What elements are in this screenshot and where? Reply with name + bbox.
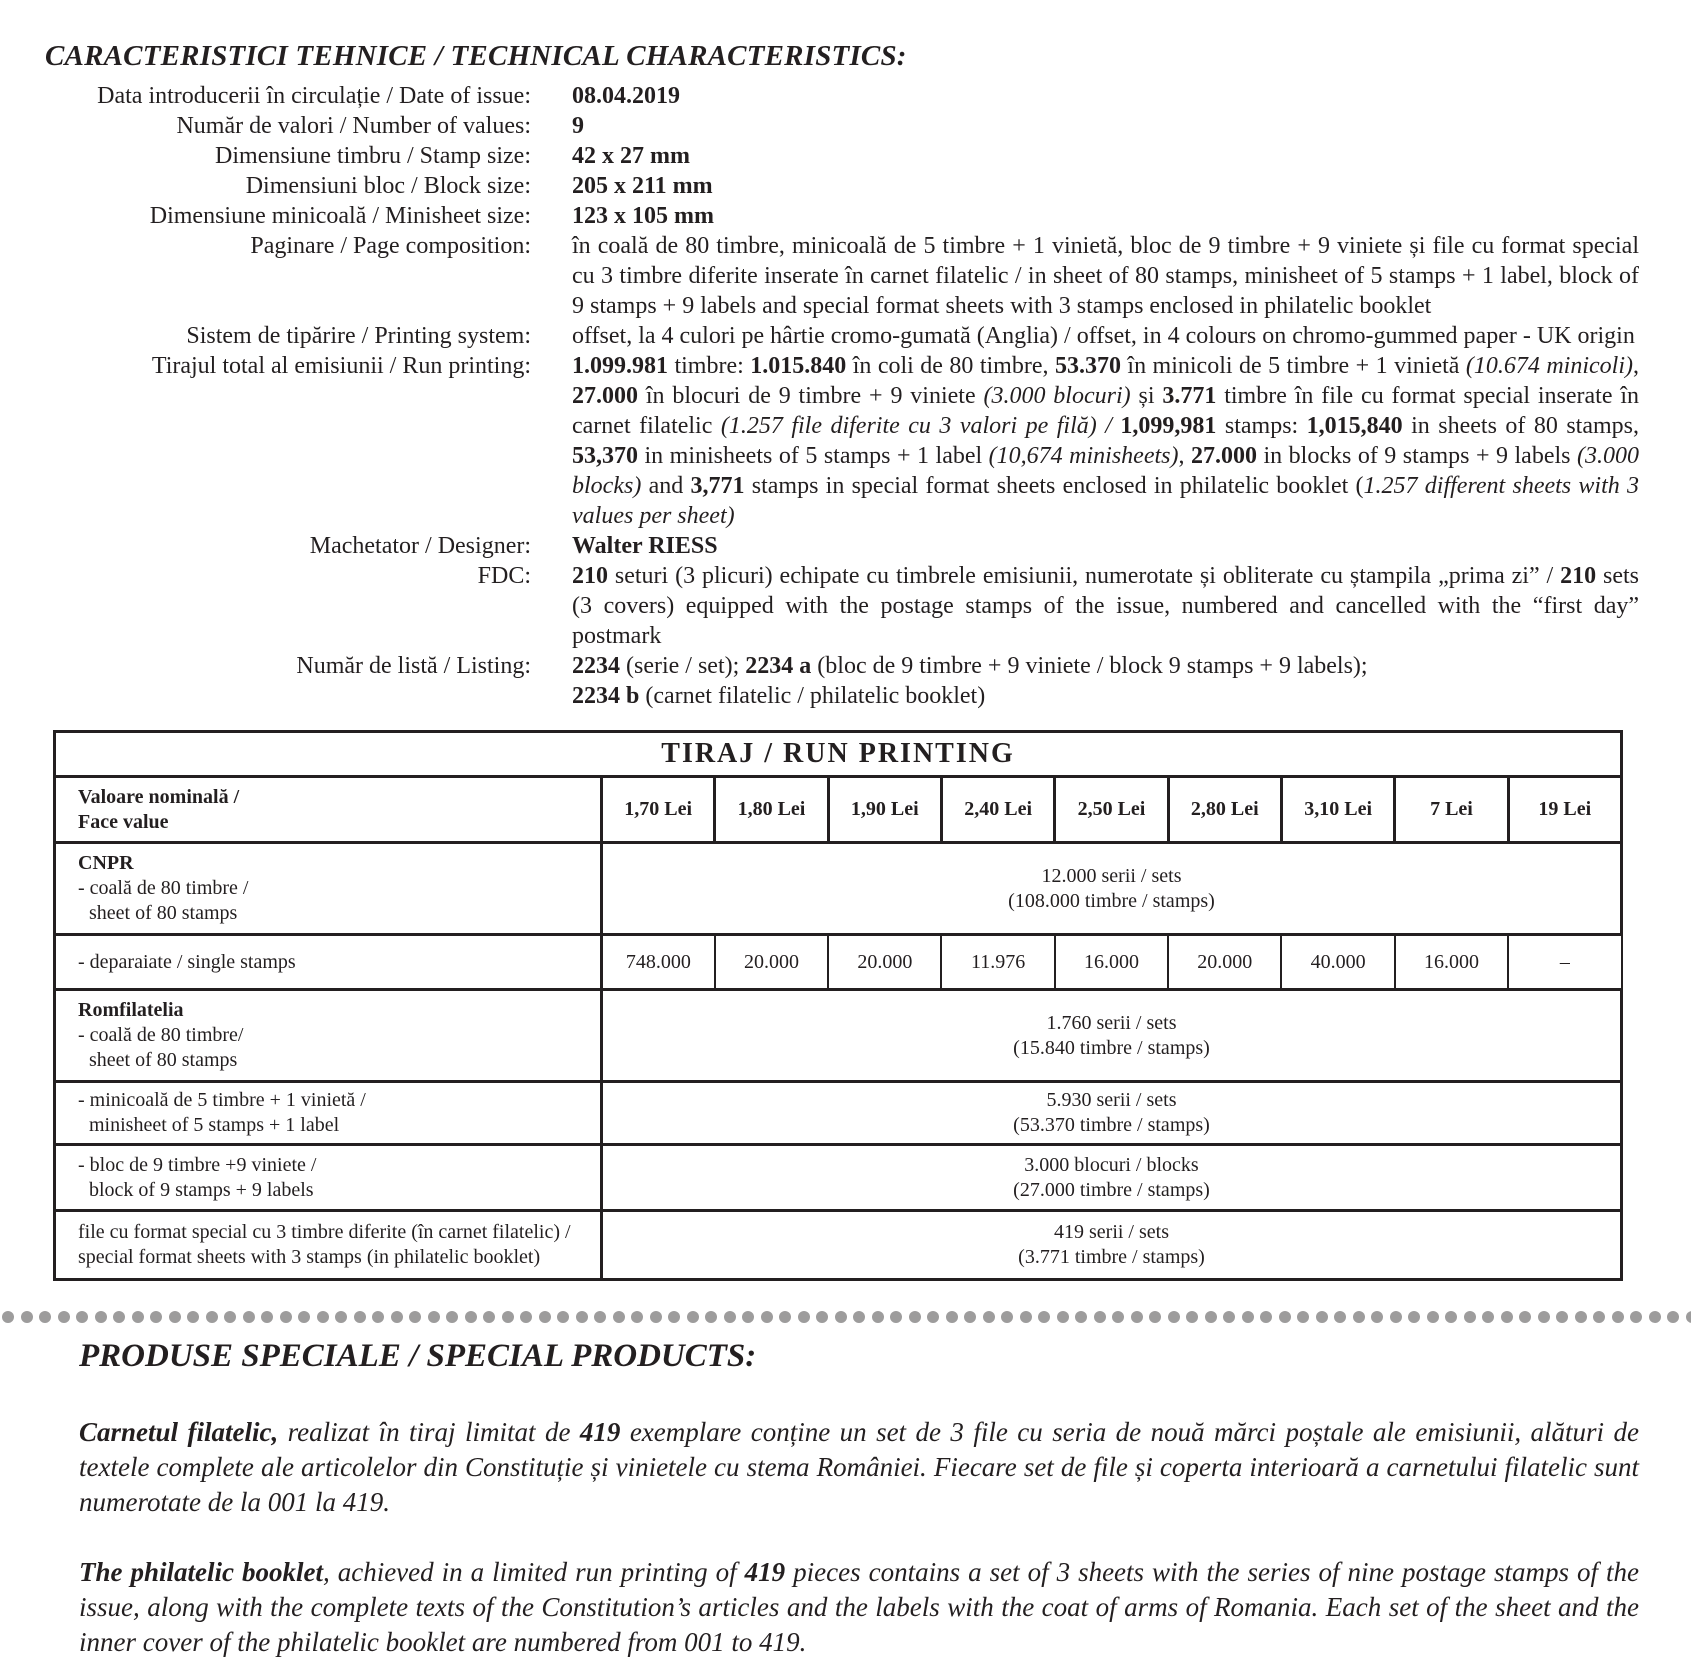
block-sets: 3.000 blocuri / blocks (1024, 1153, 1199, 1176)
minisheet-label (55, 1082, 602, 1145)
romfilatelia-title: Romfilatelia (78, 999, 184, 1021)
divider-dot (1186, 1311, 1198, 1323)
cnpr-stamps: (108.000 timbre / stamps) (1008, 889, 1215, 912)
divider-dot (557, 1311, 569, 1323)
divider-dot (983, 1311, 995, 1323)
divider-dot (742, 1311, 754, 1323)
cnpr-line2: sheet of 80 stamps (89, 902, 238, 924)
run-text: în coli de 80 timbre, (846, 353, 1055, 379)
run-figure: 3.771 (1162, 383, 1217, 409)
single-value: 20.000 (828, 935, 941, 990)
minisheet-value (602, 1082, 1622, 1145)
divider-dot (317, 1311, 329, 1323)
face-value: 1,70 Lei (602, 777, 715, 843)
spec-label: Număr de valori / Number of values: (176, 113, 531, 139)
block-row (55, 1145, 1622, 1211)
divider-dot (113, 1311, 125, 1323)
spec-values (0, 111, 1691, 141)
minisheet-sets: 5.930 serii / sets (1046, 1089, 1177, 1111)
run-text: in minisheets of 5 stamps + 1 label (638, 443, 989, 469)
divider-dot (1667, 1311, 1679, 1323)
divider-dot (779, 1311, 791, 1323)
special-sheets-value (602, 1211, 1622, 1280)
single-value: 20.000 (715, 935, 828, 990)
divider-dot (150, 1311, 162, 1323)
divider-dot (1316, 1311, 1328, 1323)
spec-value: Walter RIESS (572, 533, 718, 559)
run-printing-table (53, 730, 1623, 1281)
cnpr-value (602, 843, 1622, 935)
divider-dot (1538, 1311, 1550, 1323)
single-value: 16.000 (1395, 935, 1508, 990)
divider-dot (1001, 1311, 1013, 1323)
spec-label: Sistem de tipărire / Printing system: (186, 323, 531, 349)
spec-value: 205 x 211 mm (572, 173, 713, 199)
divider-dot (576, 1311, 588, 1323)
divider-dot (613, 1311, 625, 1323)
divider-dot (650, 1311, 662, 1323)
face-value: 2,50 Lei (1055, 777, 1168, 843)
spec-value: 08.04.2019 (572, 83, 680, 109)
special-products-heading: PRODUSE SPECIALE / SPECIAL PRODUCTS: (79, 1338, 757, 1374)
face-value: 2,40 Lei (941, 777, 1054, 843)
divider-dot (1630, 1311, 1642, 1323)
divider-dot (243, 1311, 255, 1323)
divider-dot (1445, 1311, 1457, 1323)
single-stamps-row (55, 935, 1622, 990)
divider-dot (1057, 1311, 1069, 1323)
divider-dot (1371, 1311, 1383, 1323)
technical-characteristics-heading: CARACTERISTICI TEHNICE / TECHNICAL CHARACTERISTICS: (45, 40, 907, 72)
run-note: (3.000 blocks) (572, 443, 1639, 499)
divider-dot (1334, 1311, 1346, 1323)
block-value (602, 1145, 1622, 1211)
minisheet-stamps: (53.370 timbre / stamps) (1013, 1114, 1210, 1136)
run-text: timbre în file cu format special inserate în carnet filatelic (572, 383, 1639, 439)
single-value: 40.000 (1281, 935, 1394, 990)
divider-dot (76, 1311, 88, 1323)
cnpr-label (55, 843, 602, 935)
run-text: in blocks of 9 stamps + 9 labels (1256, 443, 1577, 469)
run-text: timbre: (668, 353, 751, 379)
cnpr-title: CNPR (78, 852, 134, 874)
spec-label: Paginare / Page composition: (250, 233, 531, 259)
divider-dot (446, 1311, 458, 1323)
divider-dot (132, 1311, 144, 1323)
spec-value: 9 (572, 113, 584, 139)
divider-dot (1408, 1311, 1420, 1323)
divider-dot (890, 1311, 902, 1323)
special-sets: 419 serii / sets (1054, 1221, 1169, 1243)
spec-listing (0, 651, 1691, 711)
run-text: and (641, 473, 691, 499)
face-value-label-ro: Valoare nominală / (78, 785, 240, 808)
run-note: (3.000 blocuri) (983, 383, 1131, 409)
divider-dot (335, 1311, 347, 1323)
booklet-term-en: The philatelic booklet (79, 1557, 323, 1587)
single-value: 11.976 (941, 935, 1054, 990)
paragraph-text: exemplare conține un set de 3 file cu seria de nouă mărci poștale ale emisiunii, alături de textele complete ale articolelor din Constituție și vinietele cu stema României. Fiecare set de file și coperta interioară a carnetului filatelic sunt numerotate de la 001 la 419. (79, 1417, 1639, 1517)
divider-dot (1686, 1311, 1691, 1323)
romfilatelia-line2: sheet of 80 stamps (89, 1049, 238, 1071)
run-text: , (1633, 353, 1639, 379)
divider-dot (428, 1311, 440, 1323)
divider-dot (1353, 1311, 1365, 1323)
divider-dot (409, 1311, 421, 1323)
booklet-paragraph-ro (79, 1415, 1639, 1520)
divider-dot (58, 1311, 70, 1323)
fdc-text: seturi (3 plicuri) echipate cu timbrele emisiunii, numerotate și obliterate cu ștampila „prima zi” / (608, 563, 1561, 589)
run-text: , (1178, 443, 1191, 469)
divider-dot (1131, 1311, 1143, 1323)
run-text: stamps in special format sheets enclosed in philatelic booklet ( (744, 473, 1364, 499)
spec-label: Dimensiuni bloc / Block size: (245, 173, 531, 199)
cnpr-sets: 12.000 serii / sets (1041, 864, 1182, 887)
divider-dot (1482, 1311, 1494, 1323)
divider-dot (169, 1311, 181, 1323)
divider-dot (206, 1311, 218, 1323)
divider-dot (1464, 1311, 1476, 1323)
divider-dot (668, 1311, 680, 1323)
spec-value: 123 x 105 mm (572, 203, 714, 229)
divider-dot (1112, 1311, 1124, 1323)
divider-dot (798, 1311, 810, 1323)
face-value: 3,10 Lei (1281, 777, 1394, 843)
spec-minisheet-size (0, 201, 1691, 231)
divider-dot (631, 1311, 643, 1323)
spec-value (572, 651, 1639, 711)
block-line1: - bloc de 9 timbre +9 viniete / (78, 1153, 317, 1176)
single-value: 16.000 (1055, 935, 1168, 990)
spec-block-size (0, 171, 1691, 201)
divider-dot (1593, 1311, 1605, 1323)
run-figure: 53.370 (1054, 353, 1121, 379)
divider-dot (1279, 1311, 1291, 1323)
spec-fdc (0, 561, 1691, 651)
run-figure: 53,370 (572, 443, 638, 469)
fdc-count: 210 (572, 563, 608, 589)
spec-value (572, 351, 1639, 531)
run-note: 1.257 different sheets with 3 values per sheet) (572, 473, 1639, 529)
divider-dot (1075, 1311, 1087, 1323)
listing-number: 2234 (572, 653, 620, 679)
fdc-text: sets (3 covers) equipped with the postage stamps of the issue, numbered and cancelled with the “first day” postmark (572, 563, 1639, 649)
divider-dot (465, 1311, 477, 1323)
divider-dot (372, 1311, 384, 1323)
divider-dot (502, 1311, 514, 1323)
dotted-divider (2, 1311, 1691, 1325)
run-text: și (1130, 383, 1163, 409)
divider-dot (705, 1311, 717, 1323)
divider-dot (39, 1311, 51, 1323)
divider-dot (1612, 1311, 1624, 1323)
romfilatelia-sets: 1.760 serii / sets (1046, 1011, 1177, 1034)
spec-value: în coală de 80 timbre, minicoală de 5 timbre + 1 vinietă, bloc de 9 timbre + 9 viniete și file cu format special cu 3 timbre diferite inserate în carnet filatelic / in sheet of 80 stamps, minisheet of 5 stamps + 1 label, block of 9 stamps + 9 labels and special format sheets with 3 stamps enclosed in philatelic booklet (572, 233, 1639, 319)
divider-dot (724, 1311, 736, 1323)
divider-dot (594, 1311, 606, 1323)
face-value-row (55, 777, 1622, 843)
divider-dot (539, 1311, 551, 1323)
run-figure: 1,015,840 (1306, 413, 1403, 439)
face-value: 1,80 Lei (715, 777, 828, 843)
divider-dot (1020, 1311, 1032, 1323)
minisheet-line2: minisheet of 5 stamps + 1 label (89, 1114, 340, 1136)
single-value: 748.000 (602, 935, 715, 990)
minisheet-row (55, 1082, 1622, 1145)
special-line2: special format sheets with 3 stamps (in philatelic booklet) (78, 1246, 541, 1268)
spec-label: Dimensiune minicoală / Minisheet size: (149, 203, 531, 229)
divider-dot (1149, 1311, 1161, 1323)
romfilatelia-line1: - coală de 80 timbre/ (78, 1024, 244, 1046)
run-figure: 1.099.981 (572, 353, 668, 379)
listing-text: (bloc de 9 timbre + 9 viniete / block 9 stamps + 9 labels); (811, 653, 1368, 679)
listing-number: 2234 a (745, 653, 812, 679)
run-figure: 27.000 (572, 383, 638, 409)
face-value-label (55, 777, 602, 843)
run-text: in sheets of 80 stamps, (1402, 413, 1640, 439)
fdc-count: 210 (1560, 563, 1597, 589)
run-note: (1.257 file diferite cu 3 valori pe filă) / (720, 413, 1112, 439)
run-figure: 27.000 (1190, 443, 1257, 469)
table-title: TIRAJ / RUN PRINTING (55, 732, 1622, 777)
divider-dot (354, 1311, 366, 1323)
run-note: (10.674 minicoli) (1465, 353, 1633, 379)
divider-dot (946, 1311, 958, 1323)
booklet-count: 419 (579, 1417, 621, 1447)
divider-dot (2, 1311, 14, 1323)
run-text: în minicoli de 5 timbre + 1 vinietă (1120, 353, 1466, 379)
divider-dot (1501, 1311, 1513, 1323)
face-value: 1,90 Lei (828, 777, 941, 843)
divider-dot (261, 1311, 273, 1323)
divider-dot (687, 1311, 699, 1323)
run-text: în blocuri de 9 timbre + 9 viniete (638, 383, 984, 409)
divider-dot (224, 1311, 236, 1323)
minisheet-line1: - minicoală de 5 timbre + 1 vinietă / (78, 1089, 366, 1111)
divider-dot (1038, 1311, 1050, 1323)
spec-stamp-size (0, 141, 1691, 171)
listing-text: (carnet filatelic / philatelic booklet) (639, 683, 986, 709)
listing-text: (serie / set); (620, 653, 746, 679)
divider-dot (872, 1311, 884, 1323)
divider-dot (1205, 1311, 1217, 1323)
single-value: – (1508, 935, 1621, 990)
spec-value: 42 x 27 mm (572, 143, 690, 169)
paragraph-text: realizat în tiraj limitat de (278, 1417, 580, 1447)
specs-list (0, 81, 1691, 711)
spec-run-printing (0, 351, 1691, 531)
divider-dot (21, 1311, 33, 1323)
divider-dot (520, 1311, 532, 1323)
divider-dot (927, 1311, 939, 1323)
listing-number: 2234 b (572, 683, 640, 709)
run-printing-table-wrapper (53, 730, 1623, 1281)
special-stamps: (3.771 timbre / stamps) (1018, 1246, 1205, 1268)
romfilatelia-label (55, 990, 602, 1082)
divider-dot (1242, 1311, 1254, 1323)
cnpr-line1: - coală de 80 timbre / (78, 877, 249, 899)
divider-dot (853, 1311, 865, 1323)
divider-dot (1094, 1311, 1106, 1323)
divider-dot (1427, 1311, 1439, 1323)
divider-dot (1556, 1311, 1568, 1323)
run-figure: 3,771 (690, 473, 745, 499)
spec-designer (0, 531, 1691, 561)
run-figure: 1,099,981 (1120, 413, 1217, 439)
divider-dot (1223, 1311, 1235, 1323)
divider-dot (280, 1311, 292, 1323)
divider-dot (1297, 1311, 1309, 1323)
booklet-paragraph-en (79, 1555, 1639, 1660)
divider-dot (187, 1311, 199, 1323)
spec-label: Tirajul total al emisiunii / Run printing: (151, 353, 531, 379)
single-stamps-label: - deparaiate / single stamps (55, 935, 602, 990)
spec-label: Dimensiune timbru / Stamp size: (215, 143, 531, 169)
divider-dot (835, 1311, 847, 1323)
divider-dot (298, 1311, 310, 1323)
block-line2: block of 9 stamps + 9 labels (89, 1178, 314, 1201)
face-value-label-en: Face value (78, 810, 169, 833)
divider-dot (1390, 1311, 1402, 1323)
divider-dot (1260, 1311, 1272, 1323)
run-note: (10,674 minisheets) (988, 443, 1179, 469)
face-value: 19 Lei (1508, 777, 1621, 843)
booklet-count: 419 (744, 1557, 786, 1587)
divider-dot (964, 1311, 976, 1323)
special-sheets-row (55, 1211, 1622, 1280)
divider-dot (1649, 1311, 1661, 1323)
spec-label: Data introducerii în circulație / Date of issue: (97, 83, 531, 109)
special-sheets-label (55, 1211, 602, 1280)
spec-label: Machetator / Designer: (309, 533, 531, 559)
run-figure: 1.015.840 (750, 353, 847, 379)
divider-dot (1575, 1311, 1587, 1323)
divider-dot (1519, 1311, 1531, 1323)
divider-dot (909, 1311, 921, 1323)
spec-value: offset, la 4 culori pe hârtie cromo-gumată (Anglia) / offset, in 4 colours on chromo-gummed paper - UK origin (572, 323, 1635, 349)
single-value: 20.000 (1168, 935, 1281, 990)
divider-dot (816, 1311, 828, 1323)
divider-dot (391, 1311, 403, 1323)
romfilatelia-stamps: (15.840 timbre / stamps) (1013, 1036, 1210, 1059)
divider-dot (483, 1311, 495, 1323)
paragraph-text: , achieved in a limited run printing of (322, 1557, 745, 1587)
cnpr-row (55, 843, 1622, 935)
face-value: 7 Lei (1395, 777, 1508, 843)
spec-label: Număr de listă / Listing: (296, 653, 531, 679)
divider-dot (1168, 1311, 1180, 1323)
booklet-term-ro: Carnetul filatelic, (79, 1417, 279, 1447)
romfilatelia-value (602, 990, 1622, 1082)
block-stamps: (27.000 timbre / stamps) (1013, 1178, 1210, 1201)
paragraph-text: pieces contains a set of 3 sheets with the series of nine postage stamps of the issue, along with the complete texts of the Constitution’s articles and the labels with the coat of arms of Romania. Each set of the sheet and the inner cover of the philatelic booklet are numbered from 001 to 419. (79, 1557, 1639, 1657)
run-text: stamps: (1216, 413, 1307, 439)
spec-date (0, 81, 1691, 111)
romfilatelia-row (55, 990, 1622, 1082)
block-label (55, 1145, 602, 1211)
spec-value (572, 561, 1639, 651)
special-line1: file cu format special cu 3 timbre diferite (în carnet filatelic) / (78, 1221, 571, 1243)
divider-dot (95, 1311, 107, 1323)
spec-printing-system (0, 321, 1691, 351)
divider-dot (761, 1311, 773, 1323)
spec-label: FDC: (477, 563, 531, 589)
spec-page-composition (0, 231, 1691, 321)
face-value: 2,80 Lei (1168, 777, 1281, 843)
